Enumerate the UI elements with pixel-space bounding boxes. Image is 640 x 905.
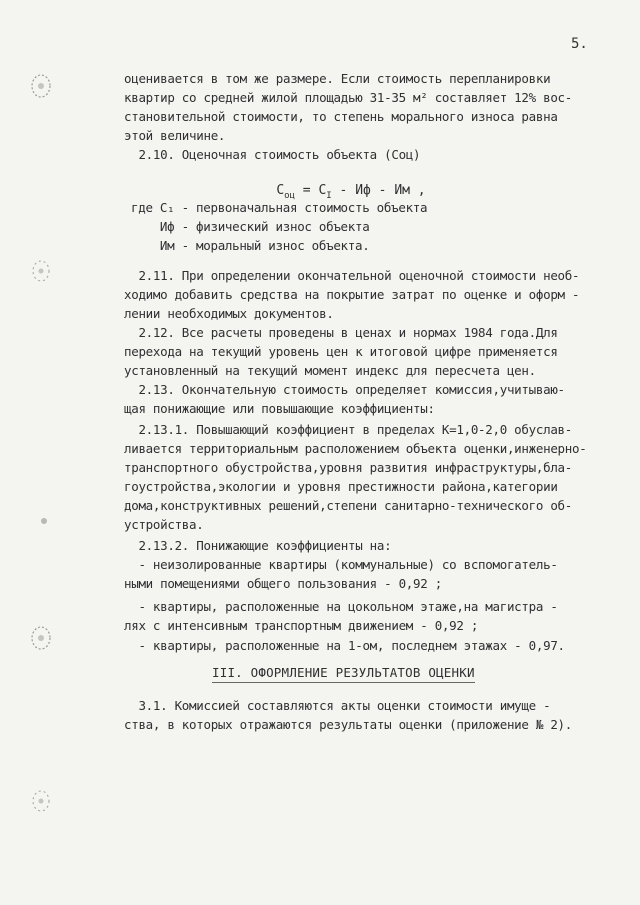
text-line: лении необходимых документов. bbox=[124, 306, 334, 321]
section-heading: III. ОФОРМЛЕНИЕ РЕЗУЛЬТАТОВ ОЦЕНКИ bbox=[212, 665, 475, 680]
text-line: установленный на текущий момент индекс для пересчета цен. bbox=[124, 363, 536, 378]
text-line: ными помещениями общего пользования - 0,92 ; bbox=[124, 576, 442, 591]
text-line: ства, в которых отражаются результаты оценки (приложение № 2). bbox=[124, 717, 572, 732]
text-line: 2.11. При определении окончательной оценочной стоимости необ- bbox=[124, 268, 580, 283]
text-line: устройства. bbox=[124, 517, 204, 532]
text-line: - квартиры, расположенные на 1-ом, последнем этажах - 0,97. bbox=[124, 638, 565, 653]
text-line: щая понижающие или повышающие коэффициенты: bbox=[124, 401, 435, 416]
text-line: становительной стоимости, то степень морального износа равна bbox=[124, 109, 558, 124]
text-line: 2.12. Все расчеты проведены в ценах и нормах 1984 года.Для bbox=[124, 325, 558, 340]
punch-hole-mark bbox=[28, 70, 54, 102]
text-line: 2.13. Окончательную стоимость определяет комиссия,учитываю- bbox=[124, 382, 565, 397]
text-line: квартир со средней жилой площадью 31-35 м² составляет 12% вос- bbox=[124, 90, 572, 105]
text-line: Иф - физический износ объекта bbox=[131, 219, 370, 234]
punch-hole-mark bbox=[34, 505, 60, 537]
text-line: где С₁ - первоначальная стоимость объекта bbox=[131, 200, 428, 215]
text-line: 3.1. Комиссией составляются акты оценки стоимости имуще - bbox=[124, 698, 551, 713]
page-number: 5. bbox=[571, 36, 588, 52]
text-line: ходимо добавить средства на покрытие затрат по оценке и оформ - bbox=[124, 287, 580, 302]
formula-mid-sub: I bbox=[326, 191, 332, 201]
text-line: оценивается в том же размере. Если стоимость перепланировки bbox=[124, 71, 551, 86]
text-line: - неизолированные квартиры (коммунальные) со вспомогатель- bbox=[124, 557, 558, 572]
punch-hole-mark bbox=[28, 622, 54, 654]
text-line: лях с интенсивным транспортным движением - 0,92 ; bbox=[124, 618, 479, 633]
text-line: 2.13.2. Понижающие коэффициенты на: bbox=[124, 538, 392, 553]
text-line: гоустройства,экологии и уровня престижности района,категории bbox=[124, 479, 558, 494]
text-line: перехода на текущий уровень цен к итоговой цифре применяется bbox=[124, 344, 558, 359]
punch-hole-mark bbox=[28, 255, 54, 287]
text-line: этой величине. bbox=[124, 128, 226, 143]
text-line: 2.13.1. Повышающий коэффициент в пределах К=1,0-2,0 обуслав- bbox=[124, 422, 572, 437]
formula-lhs: С bbox=[276, 183, 285, 198]
text-line: ливается территориальным расположением объекта оценки,инженерно- bbox=[124, 441, 587, 456]
formula-lhs-sub: оц bbox=[284, 191, 295, 201]
text-line: 2.10. Оценочная стоимость объекта (Соц) bbox=[124, 147, 421, 162]
text-line: - квартиры, расположенные на цокольном этаже,на магистра - bbox=[124, 599, 558, 614]
formula-mid: = С bbox=[294, 183, 327, 198]
formula-rhs: - Иф - Им , bbox=[331, 183, 426, 198]
text-line: дома,конструктивных решений,степени санитарно-технического об- bbox=[124, 498, 572, 513]
punch-hole-mark bbox=[28, 785, 54, 817]
text-line: Им - моральный износ объекта. bbox=[131, 238, 370, 253]
text-line: транспортного обустройства,уровня развития инфраструктуры,бла- bbox=[124, 460, 572, 475]
